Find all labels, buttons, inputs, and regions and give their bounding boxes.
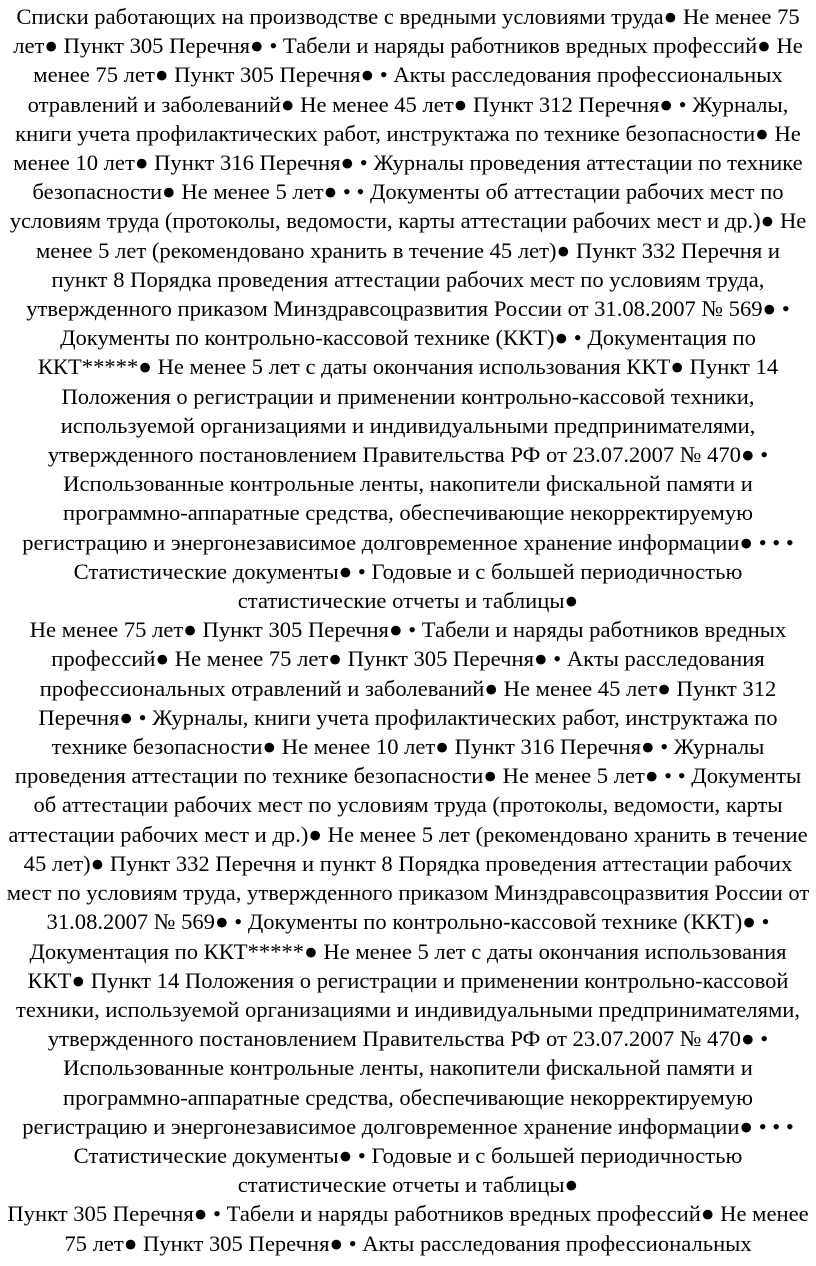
text-paragraph-3: Пункт 305 Перечня● • Табели и наряды работников вредных профессий● Не менее 75 лет● Пункт 305 Перечня● • Акты расследования профессиональных xyxy=(7,1201,809,1256)
text-paragraph-1: Списки работающих на производстве с вредными условиями труда● Не менее 75 лет● Пункт 305 Перечня● • Табели и наряды работников вредных профессий● Не менее 75 лет● Пункт 305 Перечня● • Акты расследования профессиональных отравлений и заболеваний● Не менее 45 лет● Пункт 312 Перечня● • Журналы, книги учета профилактических работ, инструктажа по технике безопасности● Не менее 10 лет● Пункт 316 Перечня● • Журналы проведения аттестации по технике безопасности● Не менее 5 лет● • • Документы об аттестации рабочих мест по условиям труда (протоколы, ведомости, карты аттестации рабочих мест и др.)● Не менее 5 лет (рекомендовано хранить в течение 45 лет)● Пункт 332 Перечня и пункт 8 Порядка проведения аттестации рабочих мест по условиям труда, утвержденного приказом Минздравсоцразвития России от 31.08.2007 № 569● • Документы по контрольно-кассовой технике (ККТ)● • Документация по ККТ*****● Не менее 5 лет с даты окончания использования ККТ● Пункт 14 Положения о регистрации и применении контрольно-кассовой техники, используемой организациями и индивидуальными предпринимателями, утвержденного постановлением Правительства РФ от 23.07.2007 № 470● • Использованные контрольные ленты, накопители фискальной памяти и программно-аппаратные средства, обеспечивающие некорректируемую регистрацию и энергонезависимое долговременное хранение информации● • • • Статистические документы● • Годовые и с большей периодичностью статистические отчеты и таблицы● xyxy=(9,4,807,614)
text-paragraph-2: Не менее 75 лет● Пункт 305 Перечня● • Табели и наряды работников вредных профессий● Не менее 75 лет● Пункт 305 Перечня● • Акты расследования профессиональных отравлений и заболеваний● Не менее 45 лет● Пункт 312 Перечня● • Журналы, книги учета профилактических работ, инструктажа по технике безопасности● Не менее 10 лет● Пункт 316 Перечня● • Журналы проведения аттестации по технике безопасности● Не менее 5 лет● • • Документы об аттестации рабочих мест по условиям труда (протоколы, ведомости, карты аттестации рабочих мест и др.)● Не менее 5 лет (рекомендовано хранить в течение 45 лет)● Пункт 332 Перечня и пункт 8 Порядка проведения аттестации рабочих мест по условиям труда, утвержденного приказом Минздравсоцразвития России от 31.08.2007 № 569● • Документы по контрольно-кассовой технике (ККТ)● • Документация по ККТ*****● Не менее 5 лет с даты окончания использования ККТ● Пункт 14 Положения о регистрации и применении контрольно-кассовой техники, используемой организациями и индивидуальными предпринимателями, утвержденного постановлением Правительства РФ от 23.07.2007 № 470● • Использованные контрольные ленты, накопители фискальной памяти и программно-аппаратные средства, обеспечивающие некорректируемую регистрацию и энергонезависимое долговременное хранение информации● • • • Статистические документы● • Годовые и с большей периодичностью статистические отчеты и таблицы● xyxy=(6,617,810,1198)
